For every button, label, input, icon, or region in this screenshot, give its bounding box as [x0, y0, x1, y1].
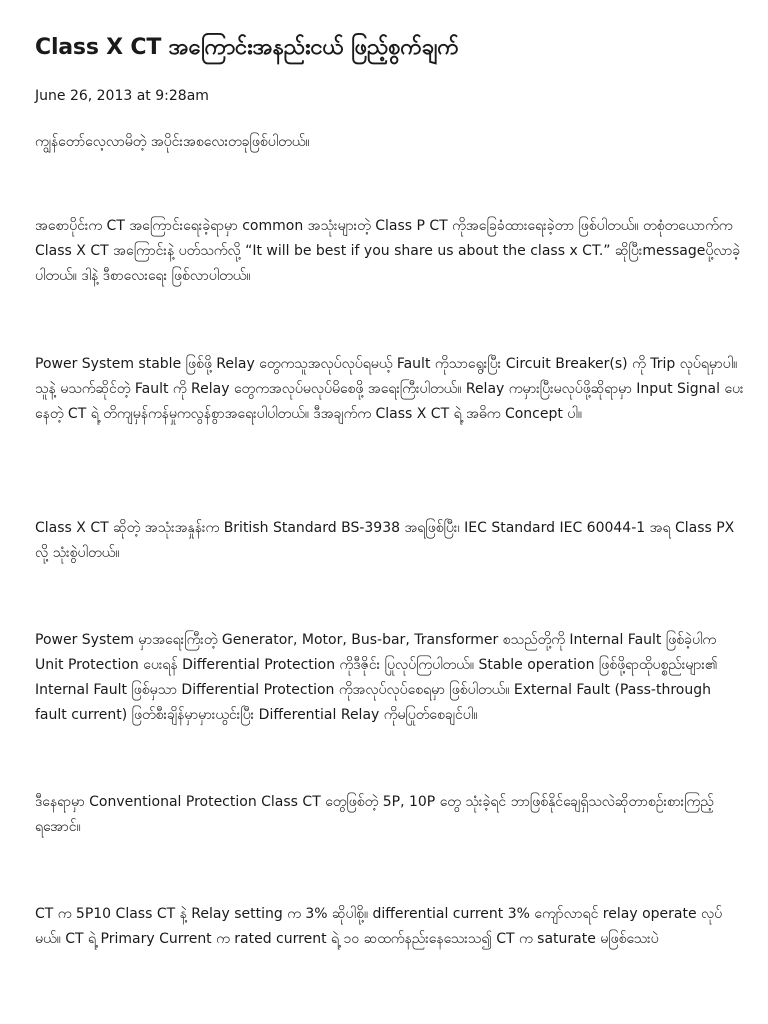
paragraph-standards: Class X CT ဆိုတဲ့ အသုံးအနှုန်းက British Standard BS-3938 အရဖြစ်ပြီး၊ IEC Standard IEC 60044-1 အရ Class PX လို့ သုံးစွဲပါတယ်။	[35, 520, 735, 561]
paragraph-concept: Power System stable ဖြစ်ဖို့ Relay တွေကသူအလုပ်လုပ်ရမယ့် Fault ကိုသာရွေးပြီး Circuit Breaker(s) ကို Trip လုပ်ရမှာပါ။ သူနဲ့ မသက်ဆိုင်တဲ့ Fault ကို Relay တွေကအလုပ်မလုပ်မိစေဖို့ အရေးကြီးပါတယ်။ Relay ကမှားပြီးမလုပ်ဖို့ဆိုရာမှာ Input Signal ပေးနေတဲ့ CT ရဲ့ တိကျမှန်ကန်မှုကလွန်စွာအရေးပါပါတယ်။ ဒီအချက်က Class X CT ရဲ့ အဓိက Concept ပါ။	[35, 356, 744, 422]
paragraph-conventional: ဒီနေရာမှာ Conventional Protection Class CT တွေဖြစ်တဲ့ 5P, 10P တွေ သုံးခဲ့ရင် ဘာဖြစ်နိုင်ချေရှိသလဲဆိုတာစဉ်းစားကြည့်ရအောင်။	[35, 794, 714, 835]
paragraph-intro: ကျွန်တော်လေ့လာမိတဲ့ အပိုင်းအစလေးတခုဖြစ်ပါတယ်။	[35, 134, 310, 150]
article	[35, 30, 747, 947]
article-title: Class X CT အကြောင်းအနည်းငယ် ဖြည့်စွက်ချက်	[35, 35, 459, 60]
post-date: June 26, 2013 at 9:28am	[35, 88, 209, 104]
paragraph-differential: Power System မှာအရေးကြီးတဲ့ Generator, Motor, Bus-bar, Transformer စသည်တို့ကို Internal Fault ဖြစ်ခဲ့ပါက Unit Protection ပေးရန် Differential Protection ကိုဒီဇိုင်း ပြုလုပ်ကြပါတယ်။ Stable operation ဖြစ်ဖို့ရာထိုပစ္စည်းများ၏ Internal Fault ဖြစ်မှသာ Differential Protection ကိုအလုပ်လုပ်စေရမှာ ဖြစ်ပါတယ်။ External Fault (Pass-through fault current) ဖြတ်စီးချိန်မှာမှားယွင်းပြီး Differential Relay ကိုမပြုတ်စေချင်ပါ။	[35, 632, 718, 723]
paragraph-example: CT က 5P10 Class CT နဲ့ Relay setting က 3% ဆိုပါစို့။ differential current 3% ကျော်လာရင် relay operate လုပ်မယ်။ CT ရဲ့ Primary Current က rated current ရဲ့ ၁၀ ဆထက်နည်းနေသေးသ၍ CT က saturate မဖြစ်သေးပဲ	[35, 906, 723, 947]
paragraph-background: အစောပိုင်းက CT အကြောင်းရေးခဲ့ရာမှာ common အသုံးများတဲ့ Class P CT ကိုအခြေခံထားရေးခဲ့တာ ဖြစ်ပါတယ်။ တစုံတယောက်က Class X CT အကြောင်းနဲ့ ပတ်သက်လို့ “It will be best if you share us about the class x CT.” ဆိုပြီးmessageပို့လာခဲ့ပါတယ်။ ဒါနဲ့ ဒီစာလေးရေး ဖြစ်လာပါတယ်။	[35, 218, 741, 284]
